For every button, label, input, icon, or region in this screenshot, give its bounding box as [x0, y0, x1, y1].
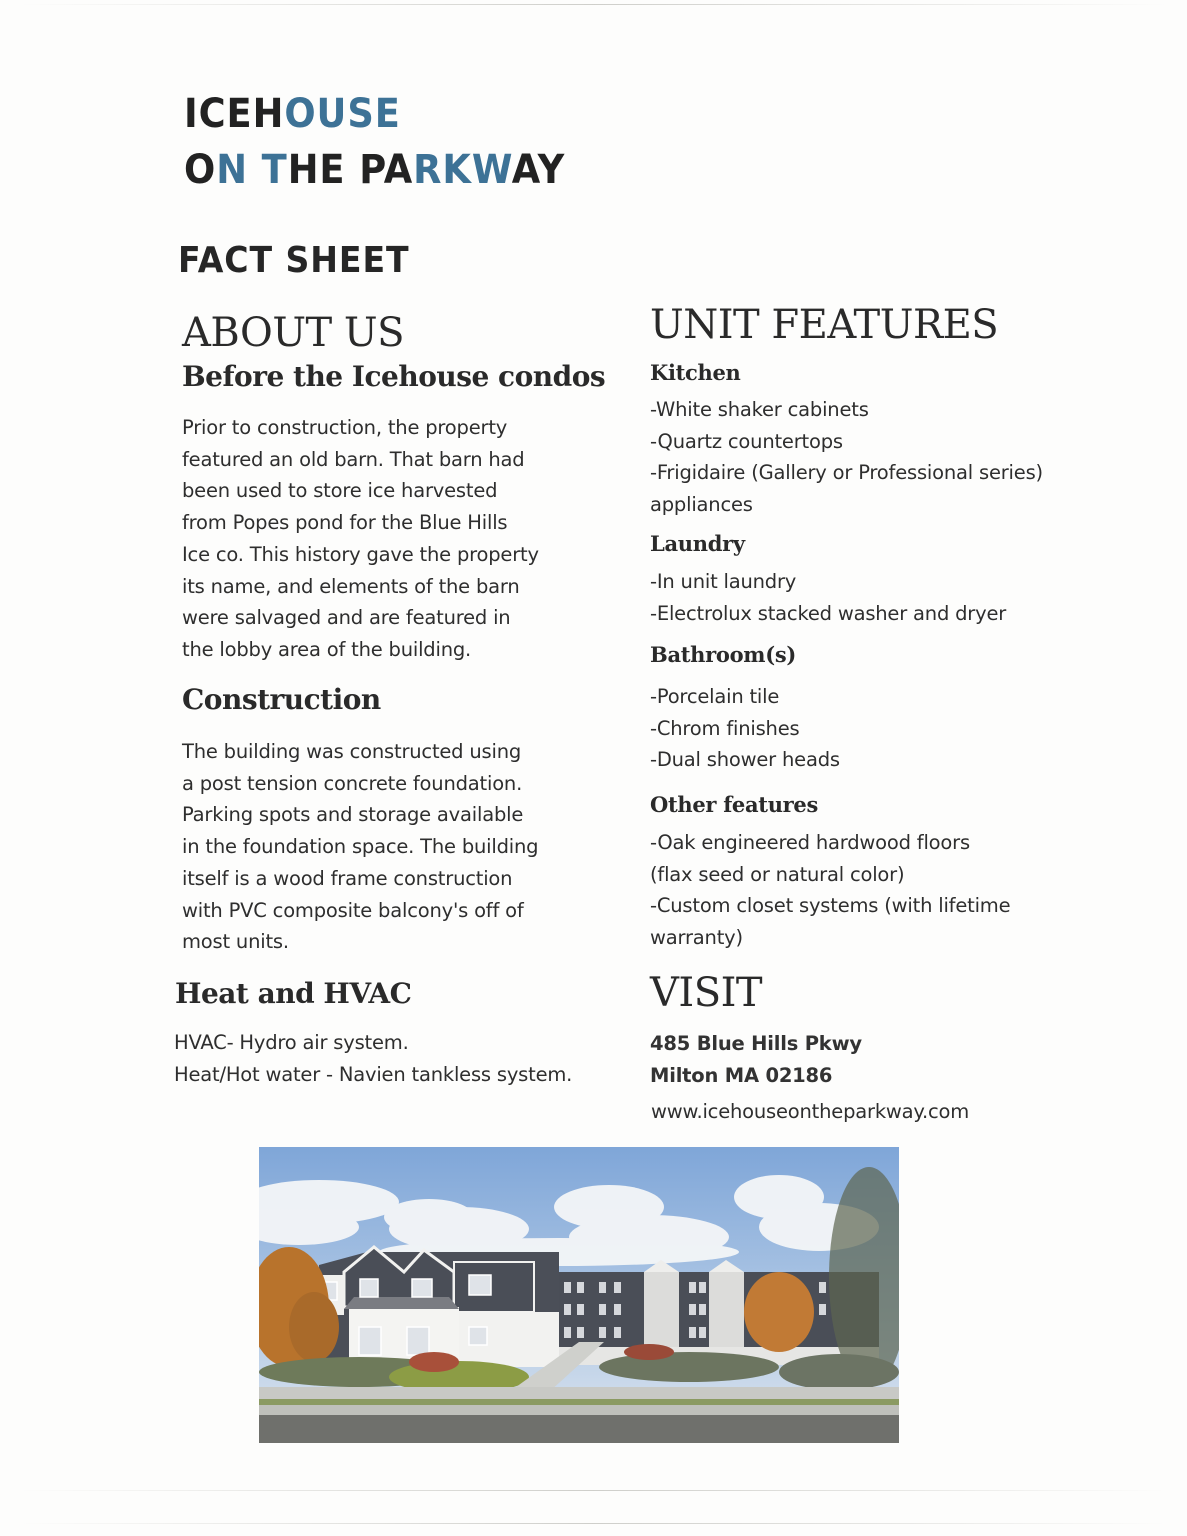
text-line: The building was constructed using: [182, 740, 522, 763]
website-link[interactable]: www.icehouseontheparkway.com: [651, 1100, 970, 1123]
text-line: in the foundation space. The building: [182, 835, 539, 859]
laundry-heading: Laundry: [650, 531, 745, 556]
about-paragraph: [182, 412, 539, 666]
text-line: its name, and elements of the barn: [182, 574, 520, 598]
kitchen-list: [650, 394, 1043, 521]
logo-segment-blue: N: [216, 147, 248, 193]
text-line: Ice co. This history gave the property: [182, 542, 539, 566]
logo-segment-blue: RKW: [413, 147, 512, 193]
brand-logo: [184, 86, 565, 198]
logo-segment: HE PA: [287, 147, 414, 193]
feature-item: -Custom closet systems (with lifetime: [650, 894, 1011, 918]
scan-edge-top: [20, 4, 1167, 5]
text-line: been used to store ice harvested: [182, 479, 498, 503]
feature-item: (flax seed or natural color): [650, 862, 905, 886]
logo-segment-blue: T: [261, 147, 288, 193]
feature-item: -Dual shower heads: [650, 748, 840, 772]
laundry-list: [650, 566, 1006, 629]
scan-edge-bottom: [20, 1490, 1167, 1491]
logo-segment: O: [184, 147, 217, 193]
feature-item: warranty): [650, 926, 743, 950]
text-line: itself is a wood frame construction: [182, 866, 513, 890]
bathroom-list: [650, 681, 840, 776]
feature-item: appliances: [650, 493, 753, 517]
text-line: with PVC composite balcony's off of: [182, 898, 524, 922]
about-heading: ABOUT US: [182, 310, 405, 356]
text-line: Prior to construction, the property: [182, 416, 508, 439]
feature-item: -Electrolux stacked washer and dryer: [650, 601, 1007, 625]
feature-item: -White shaker cabinets: [650, 398, 869, 421]
logo-segment: [248, 147, 262, 193]
feature-item: -Quartz countertops: [650, 429, 843, 453]
visit-heading: VISIT: [650, 970, 763, 1016]
address-line-2: Milton MA 02186: [650, 1064, 833, 1087]
heat-heading: Heat and HVAC: [175, 977, 412, 1010]
text-line: HVAC- Hydro air system.: [174, 1031, 409, 1054]
building-rendering-image: [259, 1147, 899, 1443]
text-line: a post tension concrete foundation.: [182, 771, 523, 795]
document-title: FACT SHEET: [178, 240, 410, 281]
logo-segment-blue: OUSE: [284, 91, 401, 137]
text-line: Parking spots and storage available: [182, 803, 524, 827]
feature-item: -In unit laundry: [650, 570, 797, 593]
feature-item: -Oak engineered hardwood floors: [650, 831, 970, 854]
text-line: most units.: [182, 930, 289, 954]
unit-features-heading: UNIT FEATURES: [650, 302, 999, 348]
bathroom-heading: Bathroom(s): [650, 642, 797, 667]
other-features-list: [650, 827, 1010, 954]
text-line: the lobby area of the building.: [182, 637, 472, 661]
other-features-heading: Other features: [650, 792, 819, 817]
construction-heading: Construction: [182, 683, 381, 716]
text-line: Heat/Hot water - Navien tankless system.: [174, 1062, 573, 1086]
feature-item: -Frigidaire (Gallery or Professional series): [650, 461, 1043, 485]
feature-item: -Porcelain tile: [650, 685, 780, 708]
scan-edge-bottom-2: [20, 1523, 1167, 1524]
text-line: featured an old barn. That barn had: [182, 447, 525, 471]
logo-segment: ICEH: [184, 91, 285, 137]
text-line: from Popes pond for the Blue Hills: [182, 511, 508, 535]
heat-paragraph: [174, 1027, 572, 1090]
logo-line-1: [184, 86, 565, 142]
kitchen-heading: Kitchen: [650, 360, 741, 385]
construction-paragraph: [182, 736, 538, 958]
text-line: were salvaged and are featured in: [182, 606, 511, 630]
address-line-1: 485 Blue Hills Pkwy: [650, 1032, 862, 1055]
feature-item: -Chrom finishes: [650, 716, 800, 740]
logo-segment: AY: [511, 147, 566, 193]
about-subheading: Before the Icehouse condos: [182, 360, 606, 393]
logo-line-2: [184, 142, 565, 198]
